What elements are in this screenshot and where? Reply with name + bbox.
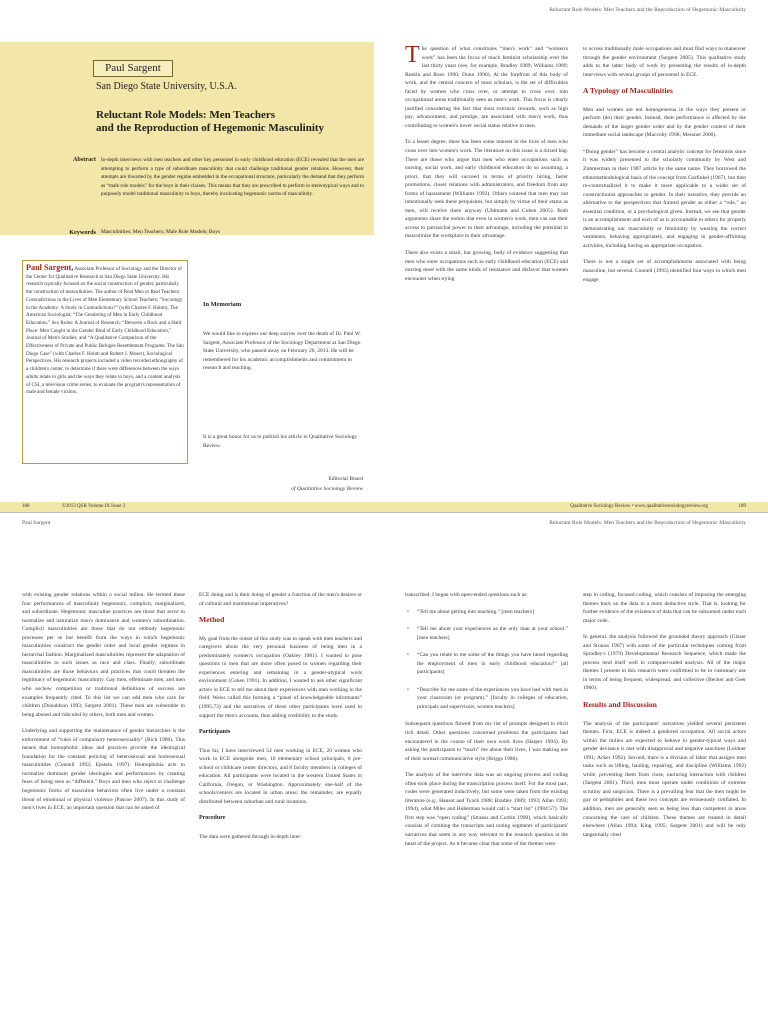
- list-item: • “Describe for me some of the experiences you have had with men in your classroom (or program).” [faculty in colleges of education, principals and supervisors, women teachers]: [405, 686, 568, 712]
- memoriam-paragraph-1: We would like to express our deep sorrow over the death of Dr. Paul W. Sargent, Associate Professor of the Sociology Department at San Diego State University, who passed away on February 20, 2013. He will be remembered for his academic accomplishments and commitment to research and teaching.: [203, 331, 361, 372]
- body-paragraph: step in coding, focused coding, which consists of imposing the emerging themes back on the data in a more deductive style. That is, looking for further evidence of the existence of data that can be subsumed under each major code.: [583, 592, 746, 624]
- body-paragraph: Underlying and supporting the maintenance of gender hierarchies is the enforcement of “rules of compulsory heterosexuality” (Rich 1980). This means that homophobic ideas and practices provide the ideological foundation for the constant policing of heterosexual and homosexual masculinities (Connell 1992; Epstein 1997). Homophobia acts to normalize dominant gender ideologies and performances by creating fears of being seen as “different.” Boys and men who reject or challenge hegemonic forms of masculine behaviors often live under a constant threat of emotional or physical violence (Pascoe 2007). In this study of men's lives in ECE, an important question that can be asked of: [22, 728, 185, 812]
- list-item: • “Can you relate to me some of the things you have heard regarding the employment of men in early childhood education?” [all participants]: [405, 651, 568, 677]
- body-paragraph: Thus far, I have interviewed 54 men working in ECE, 20 women who work in ECE alongside men, 10 elementary school principals, 6 pre-school or childcare center directors, and 8 faculty members in colleges of education. All participants were located in the western United States in California, Oregon, or Washington. Approximately one-half of the schools/centers are located in urban areas; the remainder, are equally distributed between suburban and rural locations.: [199, 747, 362, 805]
- right-page-column-1: [405, 42, 568, 291]
- page-number-left: 188: [22, 504, 30, 509]
- abstract-text: In-depth interviews with men teachers and other key personnel in early childhood education (ECE) revealed that the men are attempting to perform a type of subordinate masculinity that could challenge traditional gender relations. However, their attempts are thwarted by the gender regime embedded in the occupational structure, particularly the demand that they perform as “male role models” for the boys in their classes. This means that they are prescribed to perform in stereotypical ways and to purposely model traditional masculinity to boys, thereby inculcating hegemonic norms of masculinity.: [101, 157, 364, 198]
- left-page-column-2: [199, 591, 362, 850]
- bottom-spread: [0, 512, 768, 1024]
- body-paragraph: transcribed. I began with open-ended questions such as:: [405, 592, 528, 598]
- right-page-column-2: [583, 45, 746, 292]
- page-footer: [0, 502, 768, 512]
- article-title-line2: and the Reproduction of Hegemonic Masculinity: [96, 122, 325, 134]
- author-affiliation: San Diego State University, U.S.A.: [96, 81, 238, 92]
- keywords-label: Keywords: [69, 229, 96, 236]
- bio-author-name: Paul Sargent,: [26, 263, 74, 272]
- author-bio: [26, 264, 184, 397]
- page-number-right: 189: [738, 504, 746, 509]
- subheading-procedure: Procedure: [199, 815, 226, 822]
- body-paragraph: Subsequent questions flowed from my list of prompts designed to elicit rich detail. Other questions concerned problems the participants had encountered in the course of their own work lives (Harper 1994). By asking the participants to “teach” me about their lives, I was making use of their normal communicative style (Briggs 1986).: [405, 721, 568, 762]
- right-page-column-1: [405, 591, 568, 856]
- body-paragraph: The data were gathered through in-depth inter-: [199, 834, 302, 841]
- author-bio-box: [22, 260, 188, 464]
- keywords-text: Masculinities; Men Teachers; Male Role Models; Boys: [101, 229, 220, 235]
- body-paragraph: to access traditionally male occupations and must find ways to maneuver through the gender environment (Sargent 2005). This qualitative study adds to the latter body of work by presenting the results of in-depth interviews with several groups of personnel in ECE.: [583, 46, 746, 78]
- running-head-right: Reluctant Role Models: Men Teachers and the Reproduction of Hegemonic Masculinity: [549, 7, 746, 13]
- bio-text: Associate Professor of Sociology and the Director of the Center for Qualitative Research at San Diego State University. His research typically focused on the social construction of gender, particularly the construction of masculinities. The author of Real Men or Real Teachers: Contradictions in the Lives of Men Elementary School Teachers; “Sociology in the Academy: A Study in Contradictions?” (with Charles F. Hohm), The American Sociologist; “The Gendering of Men in Early Childhood Education,” Sex Roles: A Journal of Research; “Between a Rock and a Hard Place: Men Caught in the Gender Bind of Early Childhood Education,” Journal of Men's Studies; and “A Qualitative Comparison of the Effectiveness of Private and Public Refugee Resettlement Programs: The San Diego Case” (with Charles F. Hohm and Robert J. Moser), Sociological Perspectives. His research projects included a video recorded ethnography of a children's center, to determine if there were differences between the ways adults relate to girls and the ways they relate to boys, and a content analysis of CSI, a television crime series, to evaluate the program's representation of male and female victims.: [26, 266, 184, 396]
- article-title-line1: Reluctant Role Models: Men Teachers: [96, 109, 276, 121]
- body-paragraph: The analysis of the interview data was an ongoing process and coding often took place during the transcription process itself. For the most part, codes were generated inductively, but some were taken from the existing literature (e.g., Hansot and Tyack 1988; Bradley 1989; 1993; Allan 1993; 1994), what Miles and Huberman would call a “start list” (1984:57). The first step was “open coding” (Strauss and Corbin 1990), which basically consists of combing the transcripts and noting segments of participants' narratives that seem in any way relevant to the research question at the heart of the project. As it became clear that some of the themes were: [405, 772, 568, 847]
- body-paragraph: To a lesser degree, there has been some interest in the lives of men who cross over into women's work. The literature on this issue is a mixed bag. There are those who argue that men who enter occupations such as nursing, social work, and early childhood education do so assuming, a priori, that they will succeed in terms of priority hiring, faster promotions, closer relations with administrators, and freedom from any forms of harassment (Williams 1992). Others contend that men may not intentionally seek these perquisites, but simply by virtue of their status as men, will receive them anyway (Uhlmann and Cohen 2005). Both arguments share the notion that even in women's work, men can use their access to patriarchal power to their advantage, including the potential to masculinize the workplace to their advantage.: [405, 139, 568, 240]
- intro-paragraph: The question of what constitutes “men's work” and “women's work” has been the focus of much feminist scholarship over the last thirty years (see, for example, Bradley 1989; Williams 1989; Reskin and Roos 1990; Dunn 1996). At the forefront of this body of work, and the central concern of most scholars, is the set of difficulties faced by women who cross over, or attempt to cross over, into occupational areas traditionally seen as men's work. This focus is clearly justified considering the fact that most extrinsic rewards, such as high pay, advancement, and prestige, are associated with men's work, thus contributing to women's lower social status relative to men.: [405, 42, 568, 129]
- question-list: [405, 608, 568, 712]
- memoriam-signature: Editorial Board: [328, 476, 363, 482]
- body-paragraph: My goal from the outset of this study was to speak with men teachers and caregivers about the very personal business of being men in a predominately women's occupation (Oakley 1981). I wanted to pose questions to men that are more often posed to women regarding their experiences entering and remaining in a gender-atypical work environment (Cohen 1991). In addition, I wanted to ask other significant actors in ECE to tell me about their experiences with men working in the field. Weiss called this forming a “panel of knowledgeable informants” (1995:73) and the narratives of these other participants were used to support the men's accounts, thus adding credibility to the study.: [199, 635, 362, 719]
- body-paragraph: The analysis of the participants' narratives yielded several persistent themes. First, ECE is indeed a gendered occupation. All social actors within the milieu are expected to behave in gender-typical ways and gender deviance is met with disapproval and negative sanctions (Leidner 1991; Acker 1992). Second, there is a division of labor that assigns men tasks such as lifting, hauling, repairing, and discipline (Williams 1992) while, preventing them from close, nurturing interaction with children (Sargent 2001). Third, men must operate under conditions of extreme scrutiny and suspicion. There is a prevailing fear that the men might be gay or pedophiles and these two concepts are erroneously conflated. In addition, men are generally seen as being less than competent in areas concerning the care of children. These themes are treated in detail elsewhere (Allan 1994; King 1995; Sargent 2001) and will be only tangentially cited: [583, 720, 746, 838]
- journal-info-left: ©2013 QSR Volume IX Issue 3: [62, 504, 126, 509]
- running-head-right: Reluctant Role Models: Men Teachers and the Reproduction of Hegemonic Masculinity: [549, 520, 746, 526]
- body-paragraph: “Doing gender” has become a central analytic concept for feminists since it was widely presented to the scholarly community by West and Zimmerman in their 1987 article by the same name. They borrowed the ethnomethodological basis of the concept from Garfinkel (1967), but then re-contextualized it to make it more applicable to a wider set of constructionist approaches to gender. In their narrative, they provide an alternative to the perspectives that framed gender as either a “role,” an essential condition, or a psychological given. Instead, we see that gender is an accomplishment and each of us is accountable to others for properly demonstrating our masculinity or femininity by wearing the correct vestments, behaving appropriately, and engaging in gender-affirming activities, including having an appropriate occupation.: [583, 148, 746, 249]
- body-paragraph: There also exists a small, but growing, body of evidence suggesting that men who enter occupations such as early childhood education (ECE) and nursing meet with the same kinds of resistance and disfavor that women encounter when trying: [405, 250, 568, 282]
- section-heading-results: Results and Discussion: [583, 700, 657, 710]
- drop-cap: T: [405, 42, 420, 68]
- body-paragraph: Men and women are not homogeneous in the ways they present or perform (do) their gender. Instead, their performance is affected by the demands of the larger gender order and by the gender context of their immediate social landscape (Maccoby 1998; Messner 2000).: [583, 106, 746, 139]
- body-paragraph: There is not a single set of accomplishments associated with being masculine, but several. Connell (1995) identified four ways in which men engage: [583, 259, 746, 283]
- journal-info-right: Qualitative Sociology Review • www.qualitativesociologyreview.org: [570, 504, 708, 509]
- memoriam-paragraph-2: It is a great honor for us to publish his article in Qualitative Sociology Review.: [203, 434, 358, 449]
- abstract-label: Abstract: [72, 156, 96, 163]
- author-name: Paul Sargent: [93, 60, 173, 77]
- title-panel: [0, 42, 374, 235]
- subheading-participants: Participants: [199, 729, 231, 736]
- section-heading-typology: A Typology of Masculinities: [583, 86, 673, 96]
- memoriam-heading: In Memoriam: [203, 301, 242, 308]
- right-page-column-2: [583, 591, 746, 847]
- list-item: • “Tell me about your experiences as the only man at your school.” [men teachers]: [405, 625, 568, 642]
- body-paragraph: with existing gender relations within a social milieu. He termed these four performances of masculinity hegemonic, complicit, marginalized, and subordinate. Hegemonic masculine practices are those that serve to normalize and naturalize men's dominance and women's subordination. Complicit masculinities are those that do not embody hegemonic processes per se but benefit from the ways in which hegemonic masculinities construct the gender order and local gender regimes in hierarchal fashion. Marginalized masculinities represent the adaptation of masculinities to such issues as race and class. Finally, subordinate masculinities are those behaviors and practices that could threaten the legitimacy of hegemonic masculinity. Gay men, effeminate men, and men who eschew competition or traditional definitions of success are examples frequently cited. To this list we can add men who care for children (Donaldson 1993; Sargent 2001). These men are vulnerable to being abused and ridiculed by others, both men and women.: [22, 592, 185, 718]
- body-paragraph: In general, the analysis followed the grounded theory approach (Glaser and Strauss 1967) with some of the particular techniques coming from Spradley's (1979) Developmental Research Sequence, which made the process lend itself well to computer-aided analysis. All of the major themes I present in this research were confirmed to be in customary use in terms of being frequent, widespread, and collective (Becker and Geer 1960).: [583, 634, 746, 692]
- left-page-column-1: [22, 591, 185, 821]
- section-heading-method: Method: [199, 615, 225, 625]
- article-title: [96, 109, 366, 135]
- running-head-left: Paul Sargent: [22, 520, 51, 526]
- memoriam-signature-journal: of Qualitative Sociology Review: [291, 486, 363, 492]
- list-item: • “Tell me about getting into teaching.” [men teachers]: [405, 608, 568, 617]
- body-paragraph: ECE doing and is their doing of gender a function of the men's desires or of cultural and institutional imperatives?: [199, 592, 362, 607]
